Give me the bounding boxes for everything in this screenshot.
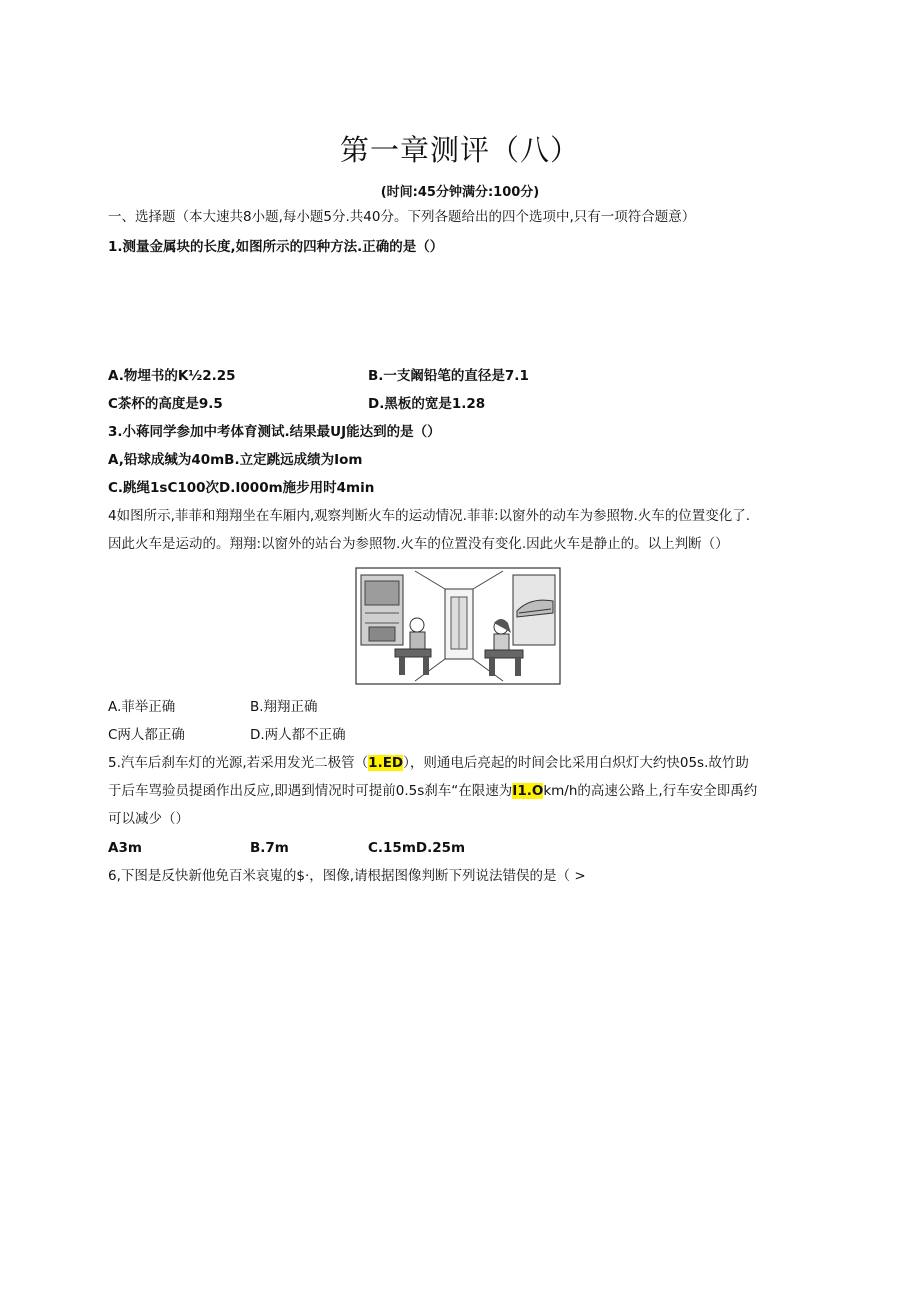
option-a: A.物埋书的K½2.25	[108, 368, 236, 384]
option-b: B.一支阚铅笔的直径是7.1	[368, 368, 529, 384]
question-4-options-row2	[108, 725, 508, 745]
question-5-line-1	[108, 753, 749, 773]
question-4-options-row1	[108, 697, 508, 717]
option-b: B.7m	[250, 840, 289, 856]
question-5-text: ），则通电后亮起的时间会比采用白炽灯大约快05s.故竹助	[403, 755, 749, 771]
question-2-options-row2	[108, 394, 808, 414]
highlighted-text: I1.O	[512, 783, 544, 799]
option-b: B.翔翔正确	[250, 699, 318, 715]
question-4-line-1: 4如图所示,菲菲和翔翔坐在车厢内,观察判断火车的运动情况.菲菲:以窗外的动车为参照物.火车的位置变化了.	[108, 508, 751, 524]
option-d: D.黑板的宽是1.28	[368, 396, 486, 412]
question-3-options-cd: C.跳绳1sC100次D.I000m施步用时4min	[108, 480, 375, 496]
page-title: 第一章测评（八）	[339, 133, 580, 167]
question-5-text: 5.汽车后刹车灯的光源,若采用发光二极管（	[108, 755, 369, 771]
question-5-text: 于后车骂验员提函作出反应,即遇到情况时可提前0.5s刹车“在限速为	[108, 783, 513, 799]
question-5-text: km/h的高速公路上,行车安全即禹约	[543, 783, 758, 799]
question-2-options-row1	[108, 366, 808, 386]
question-3-stem: 3.小蒋同学参加中考体育测试.结果最UJ能达到的是（）	[108, 424, 441, 440]
option-a: A.菲举正确	[108, 699, 176, 715]
question-5-line-2	[108, 781, 757, 801]
question-5-options	[108, 838, 508, 858]
section-heading: 一、选择题（本大速共8小题,每小题5分.共40分。下列各题给出的四个选项中,只有一项符合题意）	[108, 209, 696, 225]
question-3-options-ab: A,铅球成缄为40mB.立定跳远成绩为Iom	[108, 452, 363, 468]
question-6-stem: 6,下图是反快新他免百米哀嵬的$·，图像,请根据图像判断下列说法错俣的是（ >	[108, 868, 586, 884]
option-a: A3m	[108, 840, 142, 856]
train-carriage-illustration	[355, 567, 561, 685]
option-c: C两人都正确	[108, 727, 185, 743]
option-c: C茶杯的高度是9.5	[108, 396, 223, 412]
question-5-line-3: 可以减少（）	[108, 811, 189, 827]
highlighted-text: 1.ED	[368, 755, 404, 771]
exam-info: (时间:45分钟满分:100分)	[380, 185, 540, 200]
option-cd: C.15mD.25m	[368, 840, 466, 856]
question-1-stem: 1.测量金属块的长度,如图所示的四种方法.正确的是（）	[108, 239, 444, 255]
option-d: D.两人都不正确	[250, 727, 346, 743]
question-4-line-2: 因此火车是运动的。翔翔:以窗外的站台为参照物.火车的位置没有变化.因此火车是静止的。以上判断（）	[108, 536, 729, 552]
